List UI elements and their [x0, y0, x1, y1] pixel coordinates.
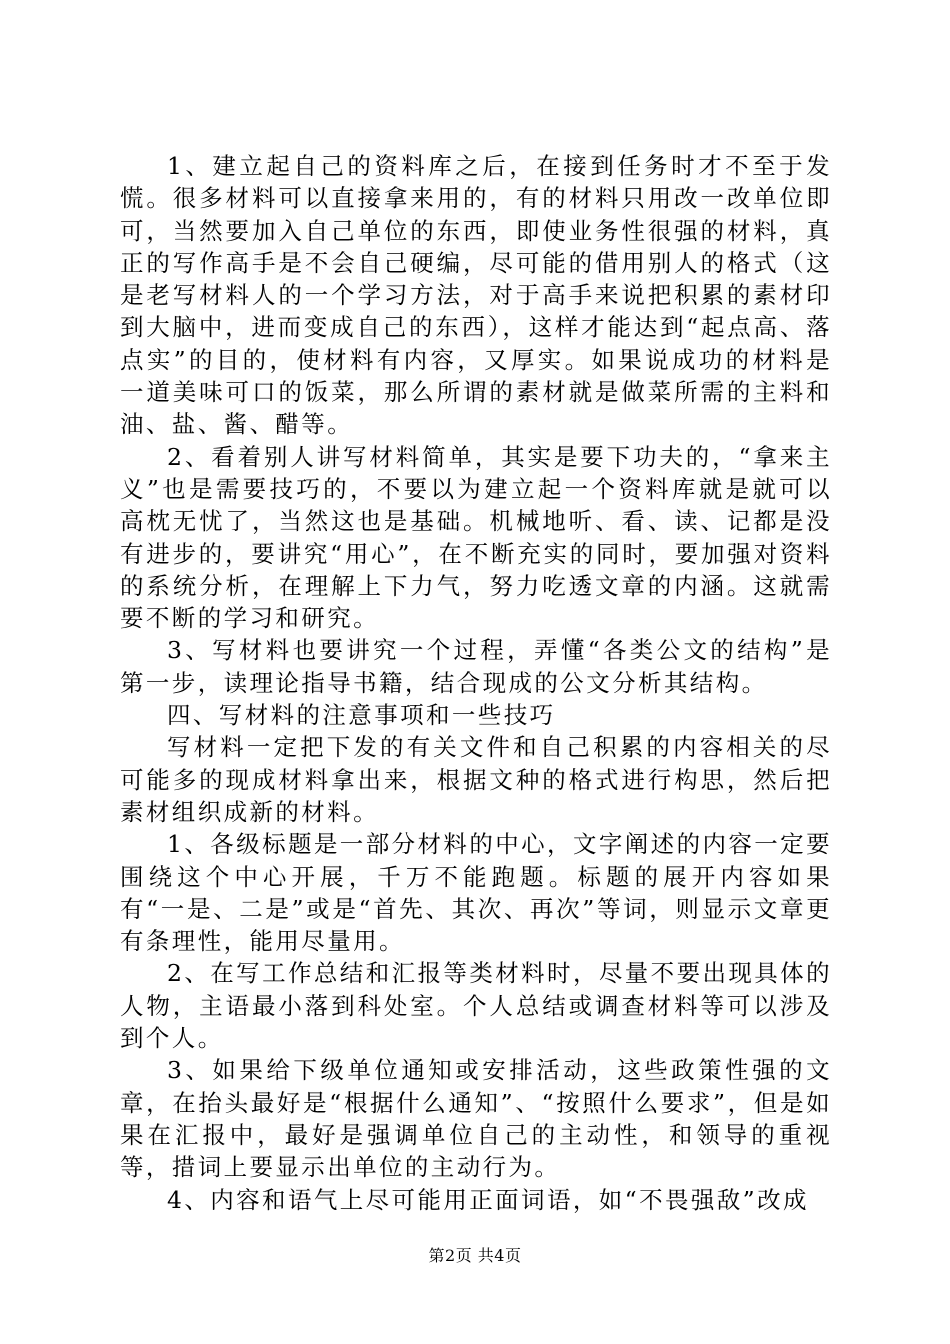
paragraph-2: 2、看着别人讲写材料简单，其实是要下功夫的，“拿来主义”也是需要技巧的，不要以为建立起一个资料库就是就可以高枕无忧了，当然这也是基础。机械地听、看、读、记都是没有进步的，要讲究“用心”，在不断充实的同时，要加强对资料的系统分析，在理解上下力气，努力吃透文章的内涵。这就需要不断的学习和研究。 — [120, 442, 832, 633]
section-heading: 四、写材料的注意事项和一些技巧 — [167, 701, 556, 730]
paragraph-intro: 写材料一定把下发的有关文件和自己积累的内容相关的尽可能多的现成材料拿出来，根据文种的格式进行构思，然后把素材组织成新的材料。 — [120, 733, 832, 826]
paragraph-tip-1: 1、各级标题是一部分材料的中心，文字阐述的内容一定要围绕这个中心开展，千万不能跑题。标题的展开内容如果有“一是、二是”或是“首先、其次、再次”等词，则显示文章更有条理性，能用尽量用。 — [120, 830, 832, 956]
paragraph-1: 1、建立起自己的资料库之后，在接到任务时才不至于发慌。很多材料可以直接拿来用的，有的材料只用改一改单位即可，当然要加入自己单位的东西，即使业务性很强的材料，真正的写作高手是不会自己硬编，尽可能的借用别人的格式（这是老写材料人的一个学习方法，对于高手来说把积累的素材印到大脑中，进而变成自己的东西），这样才能达到“起点高、落点实”的目的，使材料有内容，又厚实。如果说成功的材料是一道美味可口的饭菜，那么所谓的素材就是做菜所需的主料和油、盐、酱、醋等。 — [120, 152, 832, 439]
paragraph-tip-4: 4、内容和语气上尽可能用正面词语，如“不畏强敌”改成 — [167, 1185, 809, 1214]
paragraph-tip-3: 3、如果给下级单位通知或安排活动，这些政策性强的文章，在抬头最好是“根据什么通知”、“按照什么要求”，但是如果在汇报中，最好是强调单位自己的主动性，和领导的重视等，措词上要显示出单位的主动行为。 — [120, 1056, 832, 1182]
body-text — [120, 150, 832, 1216]
paragraph-3: 3、写材料也要讲究一个过程，弄懂“各类公文的结构”是第一步，读理论指导书籍，结合现成的公文分析其结构。 — [120, 636, 832, 697]
paragraph-tip-2: 2、在写工作总结和汇报等类材料时，尽量不要出现具体的人物，主语最小落到科处室。个人总结或调查材料等可以涉及到个人。 — [120, 959, 832, 1053]
page-number-footer: 第2页 共4页 — [428, 1246, 522, 1265]
